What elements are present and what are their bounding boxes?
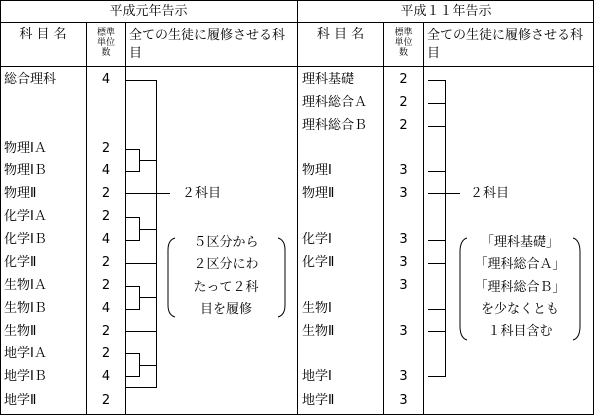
right-subject: 生物Ⅱ xyxy=(302,324,335,339)
right-units: 3 xyxy=(399,324,408,339)
right-subject: 物理Ⅱ xyxy=(302,186,335,201)
left-subject: 生物ⅠＡ xyxy=(4,278,47,293)
right-head-subject: 科 目 名 xyxy=(316,27,365,42)
left-subject: 物理ⅠＡ xyxy=(4,141,47,156)
right-head-units: 標準 単位 数 xyxy=(394,28,413,58)
right-subject: 地学Ⅰ xyxy=(302,369,332,384)
left-note-line: ５区分から xyxy=(193,235,259,250)
left-units: 2 xyxy=(101,393,111,408)
left-title: 平成元年告示 xyxy=(109,4,188,19)
right-note-line: 「理科基礎」 xyxy=(480,235,559,250)
left-units: 2 xyxy=(101,278,111,293)
left-subject: 物理ⅠＢ xyxy=(4,163,47,178)
right-subject: 理科総合Ａ xyxy=(302,95,368,110)
right-units: 3 xyxy=(399,255,408,270)
left-subject: 総合理科 xyxy=(4,72,57,87)
right-note-line: を少なくとも xyxy=(480,302,559,317)
right-note-line: 「理科総合Ａ」 xyxy=(474,257,566,272)
left-bracket-label: ２科目 xyxy=(182,186,222,201)
left-units: 4 xyxy=(101,232,111,247)
left-units: 4 xyxy=(101,72,111,87)
right-subject: 化学Ⅰ xyxy=(302,232,332,247)
right-units: 3 xyxy=(399,393,408,408)
right-subject: 地学Ⅱ xyxy=(302,393,335,408)
left-bracket-lines xyxy=(126,81,170,388)
left-units: 2 xyxy=(101,324,111,339)
left-head-subject: 科 目 名 xyxy=(19,27,67,42)
left-subject: 物理Ⅱ xyxy=(4,186,37,201)
left-subject: 化学ⅠＢ xyxy=(4,232,47,247)
right-units: 3 xyxy=(399,232,408,247)
right-subject: 物理Ⅰ xyxy=(302,163,332,178)
left-note-line: たって２科 xyxy=(193,280,259,295)
right-bracket-label: ２科目 xyxy=(470,186,510,201)
right-units: 3 xyxy=(399,163,408,178)
left-subject: 化学ⅠＡ xyxy=(4,209,47,224)
left-subject: 生物ⅠＢ xyxy=(4,301,47,316)
left-subject: 地学Ⅱ xyxy=(4,393,37,408)
right-bracket-lines xyxy=(428,81,460,377)
left-units: 4 xyxy=(101,301,111,316)
right-units: 3 xyxy=(399,278,408,293)
right-units: 2 xyxy=(399,118,408,133)
left-subject: 生物Ⅱ xyxy=(4,324,37,339)
left-subject: 化学Ⅱ xyxy=(4,255,37,270)
right-subject: 生物Ⅰ xyxy=(302,301,332,316)
left-subject: 地学ⅠＢ xyxy=(4,369,47,384)
right-subject: 理科総合Ｂ xyxy=(302,118,368,133)
left-subject: 地学ⅠＡ xyxy=(4,346,47,361)
right-title: 平成１１年告示 xyxy=(400,4,492,19)
left-head-required: 全ての生徒に履修させる科目 xyxy=(129,28,286,61)
left-units: 2 xyxy=(101,255,111,270)
left-note-line: 目を履修 xyxy=(199,302,252,317)
left-head-units: 標準 単位 数 xyxy=(96,28,115,58)
left-units: 4 xyxy=(101,369,111,384)
right-units: 2 xyxy=(399,72,408,87)
right-note-line: 「理科総合Ｂ」 xyxy=(474,280,566,295)
right-units: 2 xyxy=(399,95,408,110)
left-units: 2 xyxy=(101,346,111,361)
right-subject: 化学Ⅱ xyxy=(302,255,335,270)
right-head-required: 全ての生徒に履修させる科目 xyxy=(427,28,584,61)
left-units: 2 xyxy=(101,209,111,224)
right-units: 3 xyxy=(399,186,408,201)
right-units: 3 xyxy=(399,369,408,384)
right-subject: 理科基礎 xyxy=(302,72,355,87)
left-units: 2 xyxy=(101,141,111,156)
left-note-line: ２区分にわ xyxy=(193,257,259,272)
left-units: 2 xyxy=(101,186,111,201)
left-units: 4 xyxy=(101,163,111,178)
right-note-line: １科目含む xyxy=(487,324,553,339)
